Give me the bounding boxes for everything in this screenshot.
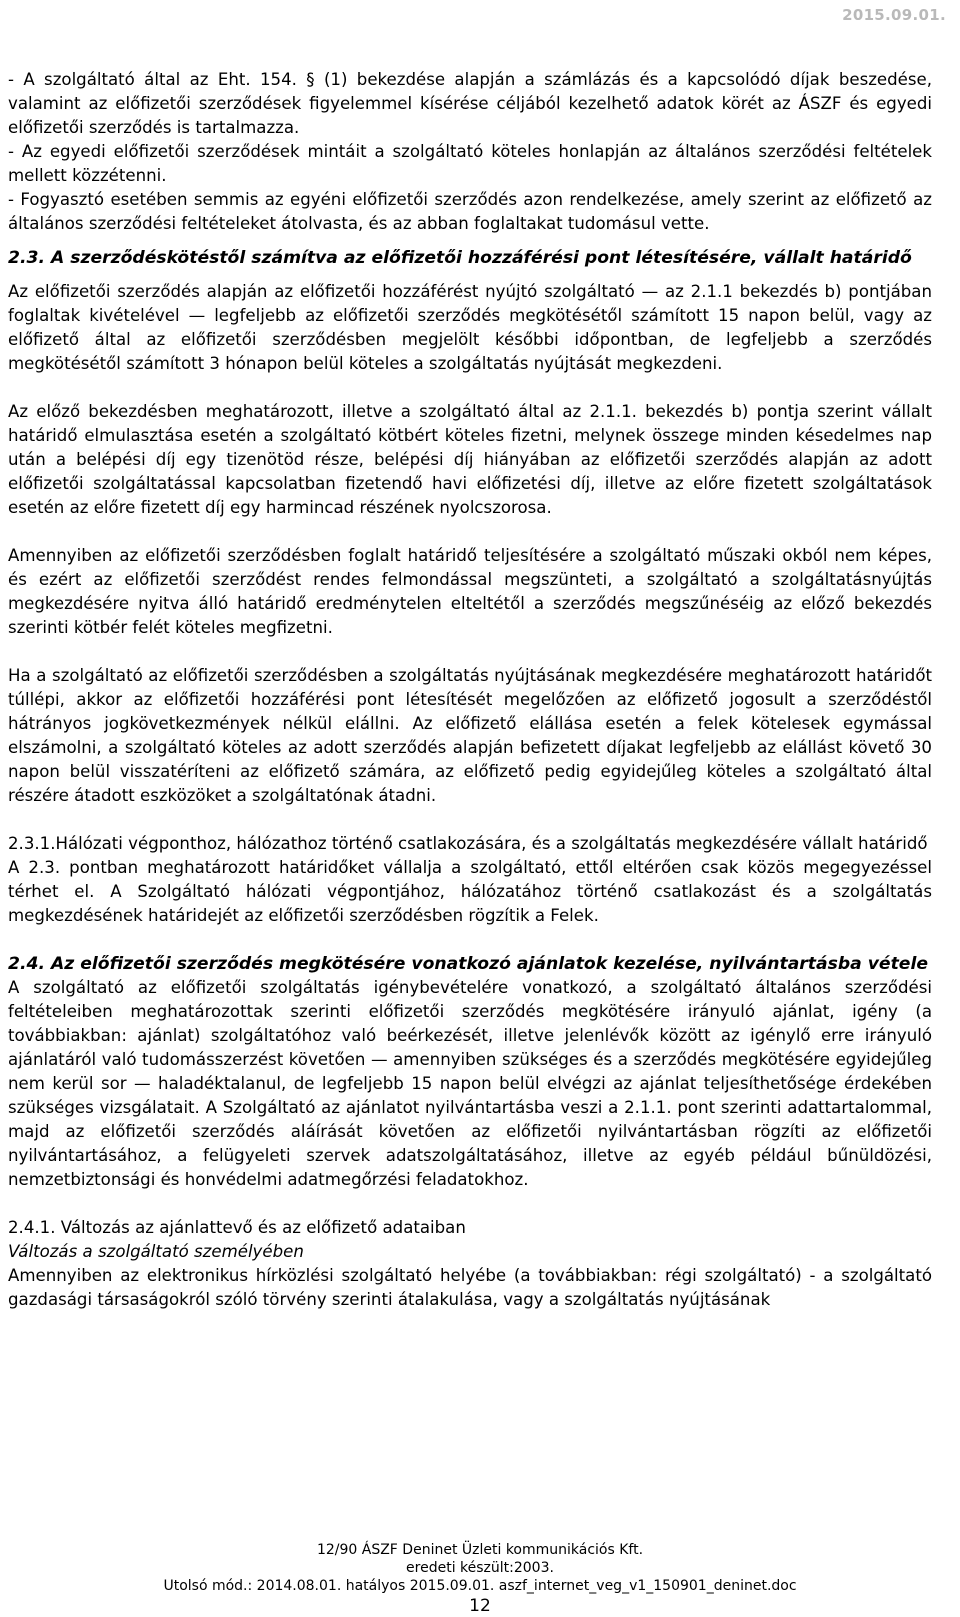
section-heading-2-3: 2.3. A szerződéskötéstől számítva az előfizetői hozzáférési pont létesítésére, vállalt határidő	[8, 248, 912, 268]
paragraph: A 2.3. pontban meghatározott határidőket vállalja a szolgáltató, ettől eltérően csak közös megegyezéssel térhet el. A Szolgáltató hálózati végpontjához, hálózatához történő csatlakozást és a szolgáltatás megkezdésének határidejét az előfizetői szerződésben rögzítik a Felek.	[8, 858, 932, 925]
header-date: 2015.09.01.	[842, 6, 946, 24]
paragraph-bullet-3: - Fogyasztó esetében semmis az egyéni előfizetői szerződés azon rendelkezése, amely szerint az előfizető az általános szerződési feltételeket átolvasta, és az abban foglaltakat tudomásul vette.	[8, 190, 932, 233]
italic-subheading: Változás a szolgáltató személyében	[8, 1242, 304, 1261]
footer-modified: Utolsó mód.: 2014.08.01. hatályos 2015.09.01. aszf_internet_veg_v1_150901_deninet.doc	[163, 1578, 797, 1594]
document-body	[8, 68, 932, 1312]
footer-company: 12/90 ÁSZF Deninet Üzleti kommunikációs Kft.	[316, 1542, 644, 1558]
spacer	[8, 376, 932, 400]
spacer	[8, 640, 932, 664]
spacer	[8, 808, 932, 832]
paragraph: Ha a szolgáltató az előfizetői szerződésben a szolgáltatás nyújtásának megkezdésére meghatározott határidőt túllépi, akkor az előfizetői hozzáférési pont létesítését megelőzően az előfizető jogosult a szerződéstől hátrányos jogkövetkezmények nélkül elállni. Az előfizető elállása esetén a felek kötelesek egymással elszámolni, a szolgáltató köteles az adott szerződés alapján befizetett díjakat legfeljebb az elállást követő 30 napon belül visszatéríteni az előfizető számára, az előfizető pedig egyidejűleg köteles a szolgáltató által részére átadott eszközöket a szolgáltatónak átadni.	[8, 666, 932, 805]
paragraph: Amennyiben az előfizetői szerződésben foglalt határidő teljesítésére a szolgáltató műszaki okból nem képes, és ezért az előfizetői szerződést rendes felmondással megszünteti, a szolgáltató a szolgáltatásnyújtás megkezdésére nyitva álló határidő eredménytelen elteltétől a szerződés megszűnéséig az előző bekezdés szerinti kötbér felét köteles megfizetni.	[8, 546, 932, 637]
paragraph: Az előző bekezdésben meghatározott, illetve a szolgáltató által az 2.1.1. bekezdés b) pontja szerint vállalt határidő elmulasztása esetén a szolgáltató kötbért köteles fizetni, melynek összege minden késedelmes nap után a belépési díj egy tizenötöd része, belépési díj hiányában az előfizetői szerződés alapján az adott előfizetői szolgáltatással kapcsolatban fizetendő havi előfizetési díj, illetve az előre fizetett szolgáltatások esetén az előre fizetett díj egy harmincad részének nyolcszorosa.	[8, 402, 932, 517]
spacer	[8, 520, 932, 544]
spacer	[8, 270, 932, 280]
paragraph-bullet-1: - A szolgáltató által az Eht. 154. § (1) bekezdése alapján a számlázás és a kapcsolódó díjak beszedése, valamint az előfizetői szerződések figyelemmel kísérése céljából kezelhető adatok körét az ÁSZF és egyedi előfizetői szerződés is tartalmazza.	[8, 70, 932, 137]
page-number: 12	[469, 1596, 491, 1616]
section-heading-2-4: 2.4. Az előfizetői szerződés megkötésére vonatkozó ajánlatok kezelése, nyilvántartásba vétele	[8, 954, 928, 974]
paragraph-bullet-2: - Az egyedi előfizetői szerződések mintáit a szolgáltató köteles honlapján az általános szerződési feltételek mellett közzétenni.	[8, 142, 932, 185]
subsection-heading-2-3-1: 2.3.1.Hálózati végponthoz, hálózathoz történő csatlakozására, és a szolgáltatás megkezdésére vállalt határidő	[8, 834, 928, 853]
paragraph: A szolgáltató az előfizetői szolgáltatás igénybevételére vonatkozó, a szolgáltató általános szerződési feltételeiben meghatározottak szerinti előfizetői szerződés megkötésére irányuló ajánlat, igény (a továbbiakban: ajánlat) szolgáltatóhoz való beérkezését, illetve jelenlévők között az igénylő erre irányuló ajánlatáról való tudomásszerzést követően — amennyiben szükséges és a szerződés megkötésére egyidejűleg nem kerül sor — haladéktalanul, de legfeljebb 15 napon belül elvégzi az ajánlat teljesíthetősége érdekében szükséges vizsgálatait. A Szolgáltató az ajánlatot nyilvántartásba veszi a 2.1.1. pont szerinti adattartalommal, majd az előfizetői szerződés aláírását követően az előfizetői nyilvántartásban rögzíti az előfizetői nyilvántartásához, a felügyeleti szervek adatszolgáltatásához, illetve az egyéb például bűnüldözési, nemzetbiztonsági és honvédelmi adatmegőrzési feladatokhoz.	[8, 978, 932, 1189]
spacer	[8, 236, 932, 246]
spacer	[8, 928, 932, 952]
paragraph: Amennyiben az elektronikus hírközlési szolgáltató helyébe (a továbbiakban: régi szolgáltató) - a szolgáltató gazdasági társaságokról szóló törvény szerinti átalakulása, vagy a szolgáltatás nyújtásának	[8, 1266, 932, 1309]
footer-created: eredeti készült:2003.	[406, 1560, 554, 1576]
subsection-heading-2-4-1: 2.4.1. Változás az ajánlattevő és az előfizető adataiban	[8, 1218, 466, 1237]
spacer	[8, 1192, 932, 1216]
paragraph: Az előfizetői szerződés alapján az előfizetői hozzáférést nyújtó szolgáltató — az 2.1.1 bekezdés b) pontjában foglaltak kivételével — legfeljebb az előfizetői szerződés megkötésétől számított 15 napon belül, vagy az előfizető által az előfizetői szerződésben megjelölt későbbi időpontban, de legfeljebb a szerződés megkötésétől számított 3 hónapon belül köteles a szolgáltatás nyújtását megkezdeni.	[8, 282, 932, 373]
page-footer	[0, 1541, 960, 1617]
